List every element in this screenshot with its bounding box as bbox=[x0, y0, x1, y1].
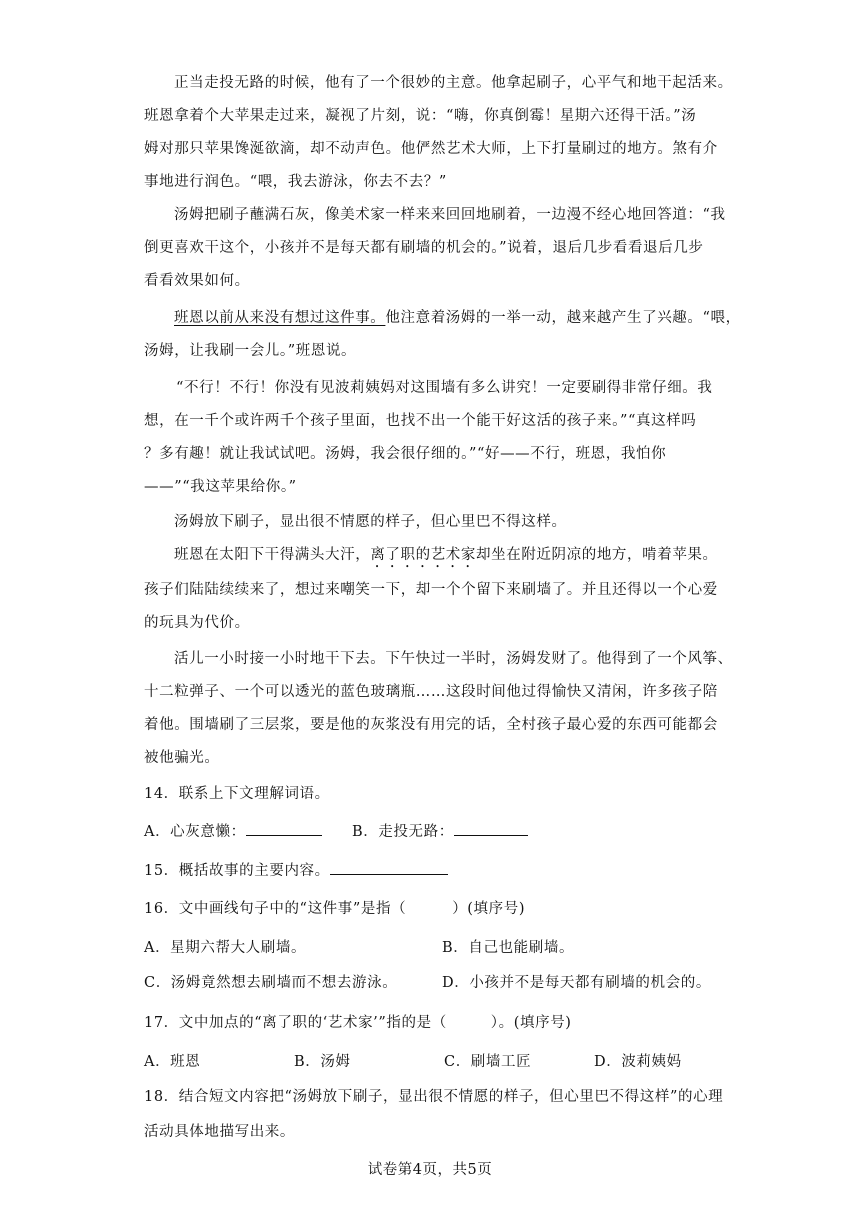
option-b-label: B．走投无路： bbox=[352, 824, 454, 840]
passage-line: ——”“我这苹果给你。” bbox=[144, 479, 297, 495]
passage-line: ？多有趣！就让我试试吧。汤姆，我会很仔细的。”“好——不行，班恩，我怕你 bbox=[144, 446, 667, 462]
answer-blank[interactable] bbox=[330, 860, 448, 875]
passage-line: “不行！不行！你没有见波莉姨妈对这围墙有多么讲究！一定要刷得非常仔细。我 bbox=[176, 380, 713, 396]
question-18: 活动具体地描写出来。 bbox=[144, 1124, 295, 1140]
question-text: 16．文中画线句子中的“这件事”是指（ bbox=[144, 901, 407, 917]
answer-blank[interactable] bbox=[246, 821, 322, 836]
passage-text: 却坐在附近阴凉的地方，啃着苹果。 bbox=[476, 547, 718, 563]
question-17-options bbox=[144, 1052, 682, 1072]
passage-line: 汤姆放下刷子，显出很不情愿的样子，但心里巴不得这样。 bbox=[174, 514, 567, 530]
passage-line: 汤姆把刷子蘸满石灰，像美术家一样来来回回地刷着，一边漫不经心地回答道：“我 bbox=[174, 207, 726, 223]
passage-line bbox=[174, 545, 718, 571]
option-b: B．汤姆 bbox=[294, 1054, 351, 1070]
question-16-options-row1 bbox=[144, 938, 575, 958]
question-18: 18．结合短文内容把“汤姆放下刷子，显出很不情愿的样子，但心里巴不得这样”的心理 bbox=[144, 1089, 724, 1105]
passage-text: 他注意着汤姆的一举一动，越来越产生了兴趣。“喂， bbox=[385, 310, 741, 326]
option-a: A．班恩 bbox=[144, 1054, 201, 1070]
passage-line: 姆对那只苹果馋涎欲滴，却不动声色。他俨然艺术大师，上下打量刷过的地方。煞有介 bbox=[144, 141, 718, 157]
passage-line: 倒更喜欢干这个，小孩并不是每天都有刷墙的机会的。”说着，退后几步看看退后几步 bbox=[144, 240, 704, 256]
passage-line bbox=[174, 308, 741, 328]
passage-line: 正当走投无路的时候，他有了一个很妙的主意。他拿起刷子，心平气和地干起活来。 bbox=[174, 75, 733, 91]
passage-line: 孩子们陆陆续续来了，想过来嘲笑一下，却一个个留下来刷墙了。并且还得以一个心爱 bbox=[144, 582, 718, 598]
option-d: D．小孩并不是每天都有刷墙的机会的。 bbox=[442, 975, 711, 991]
question-text: ）(填序号) bbox=[452, 901, 526, 917]
question-15 bbox=[144, 860, 448, 881]
passage-line: 汤姆，让我刷一会儿。”班恩说。 bbox=[144, 343, 357, 359]
passage-line: 的玩具为代价。 bbox=[144, 615, 250, 631]
dotted-phrase: 离了职的艺术家 bbox=[370, 547, 477, 563]
question-14-options bbox=[144, 821, 454, 842]
option-d: D．波莉姨妈 bbox=[594, 1054, 682, 1070]
question-text: 15．概括故事的主要内容。 bbox=[144, 863, 330, 879]
question-16-options-row2 bbox=[144, 973, 711, 993]
question-16 bbox=[144, 899, 525, 919]
passage-text: 班恩在太阳下干得满头大汗， bbox=[174, 547, 371, 563]
question-17 bbox=[144, 1013, 572, 1033]
passage-line: 想，在一千个或许两千个孩子里面，也找不出一个能干好这活的孩子来。”“真这样吗 bbox=[144, 413, 697, 429]
page-footer: 试卷第4页，共5页 bbox=[367, 1162, 493, 1178]
question-14: 14．联系上下文理解词语。 bbox=[144, 786, 330, 802]
option-c: C．刷墙工匠 bbox=[444, 1054, 532, 1070]
passage-line: 被他骗光。 bbox=[144, 750, 220, 766]
option-b bbox=[352, 821, 528, 842]
option-b: B．自己也能刷墙。 bbox=[442, 940, 575, 956]
option-c: C．汤姆竟然想去刷墙而不想去游泳。 bbox=[144, 975, 398, 991]
option-a-label: A．心灰意懒： bbox=[144, 824, 246, 840]
question-text: ）。(填序号) bbox=[490, 1015, 572, 1031]
answer-blank[interactable] bbox=[454, 821, 528, 836]
underlined-sentence: 班恩以前从来没有想过这件事。 bbox=[174, 310, 386, 326]
passage-line: 活儿一小时接一小时地干下去。下午快过一半时，汤姆发财了。他得到了一个风筝、 bbox=[174, 651, 733, 667]
passage-line: 班恩拿着个大苹果走过来，凝视了片刻，说：“嗨，你真倒霉！星期六还得干活。”汤 bbox=[144, 108, 697, 124]
question-text: 17．文中加点的“离了职的‘艺术家’”指的是（ bbox=[144, 1015, 447, 1031]
passage-line: 事地进行润色。“喂，我去游泳，你去不去？” bbox=[144, 174, 447, 190]
passage-line: 看看效果如何。 bbox=[144, 273, 250, 289]
passage-line: 着他。围墙刷了三层浆，要是他的灰浆没有用完的话，全村孩子最心爱的东西可能都会 bbox=[144, 717, 718, 733]
option-a: A．星期六帮大人刷墙。 bbox=[144, 940, 307, 956]
passage-line: 十二粒弹子、一个可以透光的蓝色玻璃瓶……这段时间他过得愉快又清闲，许多孩子陪 bbox=[144, 684, 718, 700]
